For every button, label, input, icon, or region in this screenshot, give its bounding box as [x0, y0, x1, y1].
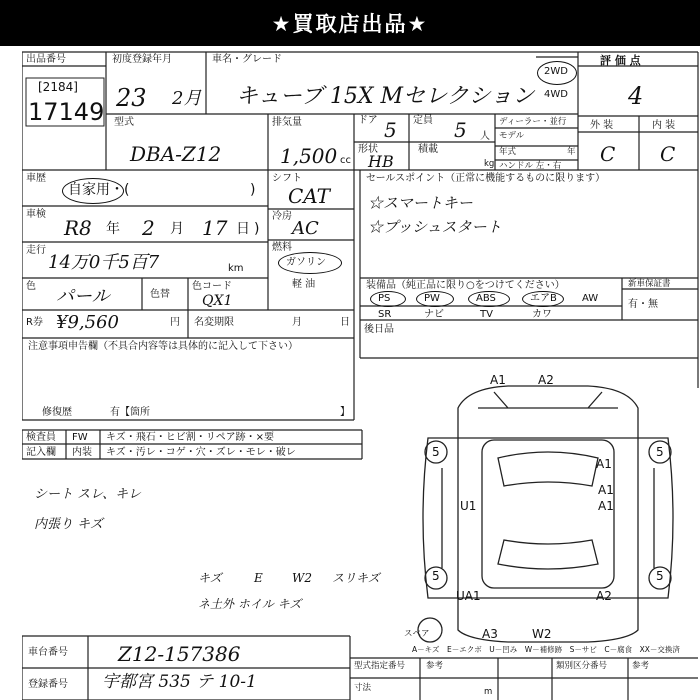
equip-sr: SR [378, 309, 392, 320]
note-e: E [254, 571, 263, 585]
color-code-value: QX1 [202, 293, 233, 309]
equipment-label: 装備品（純正品に限り○をつけてください） [366, 280, 565, 291]
mark-a2-rear: A2 [596, 589, 612, 603]
fuel-label: 燃料 [272, 242, 292, 253]
displacement-label: 排気量 [272, 117, 302, 128]
handle-unit: 年 [567, 147, 576, 157]
mileage-label: 走行 [26, 245, 46, 256]
displacement-value: 1,500 [280, 144, 338, 168]
equip-leather: カワ [532, 309, 552, 320]
shift-value: CAT [288, 184, 330, 208]
note-rub: スリキズ [332, 571, 380, 585]
ac-label: 冷房 [272, 211, 292, 222]
page-banner: ★買取店出品★ [0, 0, 700, 46]
shift-label: シフト [272, 173, 302, 184]
fuel-gasoline: ガソリン [286, 257, 326, 268]
mark-u1-left: U1 [460, 499, 477, 513]
size-label: 寸法 [354, 683, 372, 693]
registration-year: 23 [116, 84, 147, 112]
entry-label: 記入欄 [26, 447, 56, 458]
fuel-diesel: 軽 油 [292, 279, 316, 290]
inspection-month: 2 [142, 216, 155, 240]
warranty-value: 有・無 [628, 299, 658, 310]
inspection-month-unit: 月 [170, 221, 184, 237]
door-label: ドア [358, 115, 378, 126]
equip-aw: AW [582, 293, 599, 304]
note-w2: W2 [292, 571, 312, 585]
equip-airbag: エアB [530, 293, 557, 304]
color-code-label: 色コード [192, 281, 232, 292]
inspection-year-unit: 年 [106, 221, 120, 237]
lot-number: 17149 [28, 98, 105, 126]
mark-a1-front: A1 [490, 373, 506, 387]
note-scratch: キズ [198, 571, 222, 585]
mark-wheel-fl: 5 [432, 445, 440, 459]
color-value: パール [56, 286, 110, 307]
damage-legend: A－キズ E－エクボ U－凹み W－補修跡 S－サビ C－腐食 XX－交換済 [412, 645, 680, 654]
registration-month: 2月 [172, 88, 202, 109]
shape-value: HB [368, 152, 394, 171]
recycle-label: R券 [26, 317, 43, 328]
load-label: 積載 [418, 144, 438, 155]
interior-items: キズ・汚レ・コゲ・穴・ズレ・モレ・破レ [106, 447, 296, 458]
score-label: 評 価 点 [600, 54, 641, 67]
displacement-unit: cc [340, 155, 351, 166]
handle-label: ハンドル 左・右 [499, 161, 562, 171]
notes-label: 注意事項申告欄（不具合内容等は具体的に記入して下さい） [28, 341, 298, 352]
mark-a1-right-front: A1 [596, 457, 612, 471]
class-number-label: 類別区分番号 [556, 661, 608, 671]
equip-ps: PS [378, 293, 391, 304]
name-change-day: 日 [340, 317, 350, 328]
capacity-label: 定員 [413, 115, 433, 126]
exterior-grade: C [600, 142, 616, 166]
sales-points-label: セールスポイント（正常に機能するものに限ります） [366, 173, 606, 184]
shape-label: 形状 [358, 144, 378, 155]
history-value: 自家用・( [68, 182, 130, 198]
car-name-label: 車名・グレード [212, 54, 282, 65]
repair-history-label: 修復歴 [42, 407, 72, 418]
rear-items-label: 後日品 [364, 324, 394, 335]
recycle-unit: 円 [170, 317, 180, 328]
mark-ua1-rear: UA1 [456, 589, 481, 603]
load-unit: kg [484, 159, 495, 169]
mileage-unit: km [228, 263, 244, 274]
size-unit: m [484, 687, 493, 697]
inspection-day-unit: 日 [236, 221, 250, 237]
inspection-close: ) [254, 221, 260, 237]
capacity-value: 5 [454, 118, 467, 142]
repair-history-close: 】 [340, 407, 350, 418]
mark-wheel-rl: 5 [432, 569, 440, 583]
mark-a1-right: A1 [598, 499, 614, 513]
history-close: ) [250, 182, 256, 198]
warranty-label: 新車保証書 [628, 279, 671, 289]
sales-point-1: ☆スマートキー [368, 194, 473, 212]
note-trim: 内張り キズ [34, 517, 103, 532]
reference-label-1: 参考 [426, 661, 444, 671]
inspection-label: 車検 [26, 209, 46, 220]
interior-entry-label: 内装 [72, 447, 92, 458]
fw-items: キズ・飛石・ヒビ割・リペア跡・×要 [106, 432, 274, 443]
drive-4wd: 4WD [544, 89, 568, 100]
car-name-value: キューブ 15X Mセレクション [236, 84, 535, 109]
interior-label: 内 装 [652, 120, 676, 131]
vin-label: 車台番号 [28, 647, 68, 658]
equip-tv: TV [480, 309, 493, 320]
capacity-unit: 人 [480, 131, 490, 142]
inspection-year: R8 [64, 216, 92, 240]
note-wheel: ネ土外 ホイル キズ [198, 597, 302, 611]
repair-history-value: 有【箇所 [110, 407, 150, 418]
exterior-label: 外 装 [590, 120, 614, 131]
mark-a2-front: A2 [538, 373, 554, 387]
name-change-label: 名変期限 [194, 317, 234, 328]
dealer-label: ディーラー・並行 [499, 117, 567, 127]
type-number-label: 型式指定番号 [354, 661, 406, 671]
mileage-value: 14万0千5百7 [48, 252, 160, 273]
mark-wheel-fr: 5 [656, 445, 664, 459]
inspection-day: 17 [202, 216, 228, 240]
inspector-label: 検査員 [26, 432, 56, 443]
model-year-unit: 年式 [499, 147, 517, 157]
fw-label: FW [72, 432, 88, 443]
model-label: 型式 [114, 117, 134, 128]
model-year-label: モデル [499, 131, 525, 141]
equip-navi: ナビ [424, 309, 444, 320]
equip-abs: ABS [476, 293, 496, 304]
reference-label-2: 参考 [632, 661, 650, 671]
model-value: DBA-Z12 [130, 142, 222, 166]
mark-w2-rear: W2 [532, 627, 552, 641]
sales-point-2: ☆プッシュスタート [368, 218, 502, 236]
color-change-label: 色替 [150, 289, 170, 300]
lot-number-label: 出品番号 [26, 54, 66, 65]
plate-value: 宇都宮 535 テ 10-1 [102, 672, 257, 692]
auction-sheet [22, 48, 700, 700]
note-seat: シート スレ、キレ [34, 487, 141, 502]
equip-pw: PW [424, 293, 440, 304]
plate-label: 登録番号 [28, 679, 68, 690]
recycle-value: ¥9,560 [56, 312, 119, 333]
mark-a3-rear: A3 [482, 627, 498, 641]
interior-grade: C [660, 142, 676, 166]
mark-wheel-rr: 5 [656, 569, 664, 583]
mark-a1-right-door: A1 [598, 483, 614, 497]
first-registration-label: 初度登録年月 [112, 54, 172, 65]
lot-small-number: [2184] [38, 80, 78, 94]
door-value: 5 [384, 118, 397, 142]
car-diagram [398, 368, 698, 648]
history-label: 車歴 [26, 173, 46, 184]
vin-value: Z12-157386 [118, 642, 241, 666]
name-change-month: 月 [292, 317, 302, 328]
color-label: 色 [26, 281, 36, 292]
spare-label: スペア [404, 629, 430, 639]
ac-value: AC [292, 218, 319, 239]
score-value: 4 [628, 82, 644, 110]
drive-2wd: 2WD [544, 66, 568, 77]
